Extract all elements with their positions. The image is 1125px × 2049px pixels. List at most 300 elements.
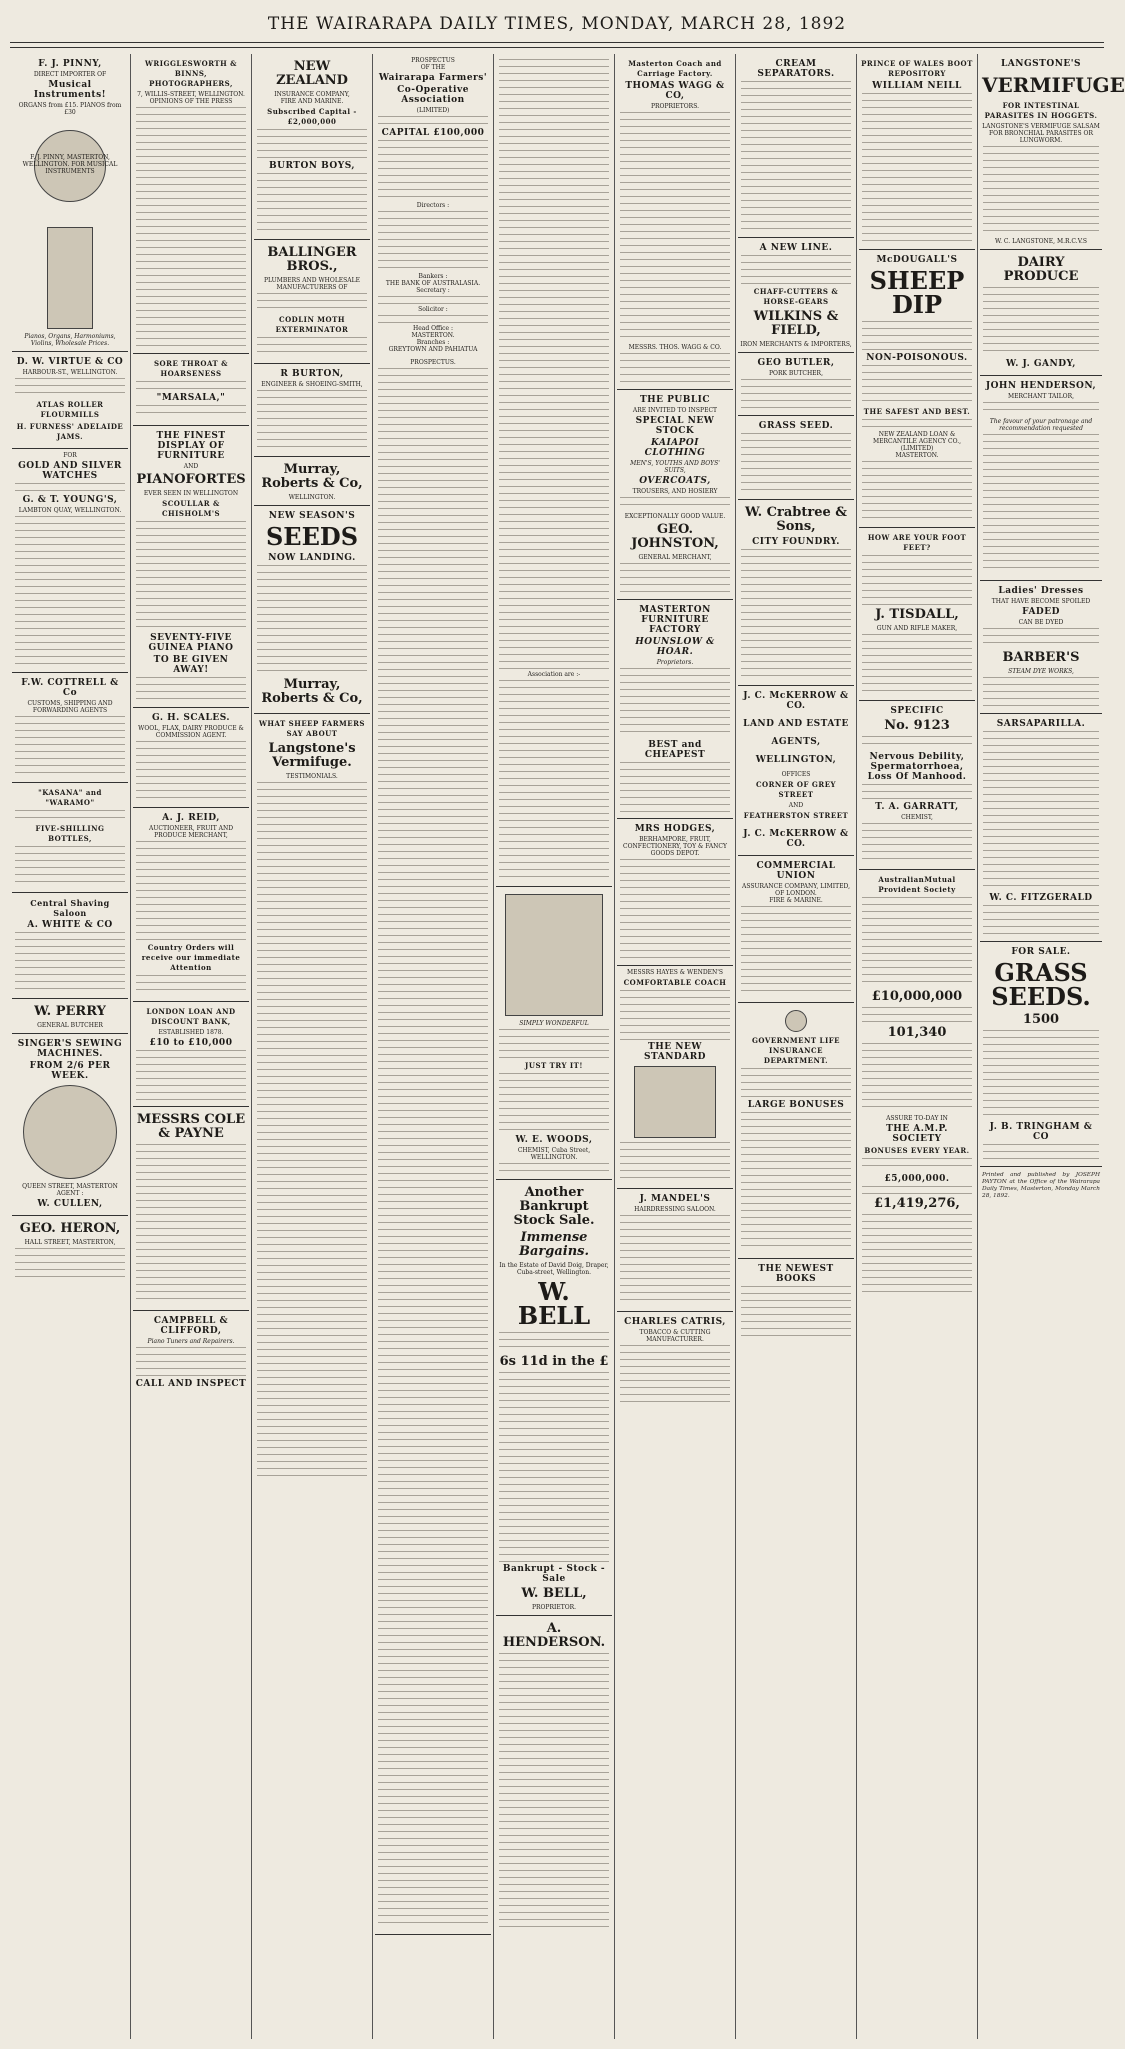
wilkins-ad — [738, 238, 854, 353]
text-block — [862, 321, 972, 351]
text-block — [620, 1142, 730, 1182]
specific-ad — [859, 701, 975, 870]
new-season: NEW SEASON'S — [268, 511, 356, 521]
wellington: WELLINGTON, — [755, 755, 837, 765]
perry-sub: GENERAL BUTCHER — [37, 1022, 103, 1029]
column-rule — [735, 54, 736, 2039]
furniture-ad — [133, 426, 249, 708]
kasana-sub: FIVE-SHILLING BOTTLES, — [35, 824, 105, 843]
text-block — [741, 379, 851, 409]
perry-ad — [12, 999, 128, 1034]
soldier-illustration — [47, 227, 93, 329]
seeds-ad — [254, 506, 370, 714]
reid-sub: AUCTIONEER, FRUIT AND PRODUCE MERCHANT, — [148, 825, 234, 839]
newest-books: THE NEWEST BOOKS — [758, 1264, 834, 1284]
butler-name: GEO BUTLER, — [757, 358, 835, 368]
special-stock: SPECIAL NEW STOCK — [635, 416, 715, 436]
column-rule — [493, 54, 494, 2039]
column-1 — [12, 54, 128, 2039]
crabtree-ad — [738, 500, 854, 686]
henderson-ad — [496, 1616, 612, 1939]
corner-grey: CORNER OF GREY STREET — [755, 780, 837, 799]
govt-title: GOVERNMENT LIFE INSURANCE DEPARTMENT. — [751, 1036, 841, 1065]
mens-suits: MEN'S, YOUTHS AND BOYS' SUITS, — [630, 460, 720, 474]
cole-name: MESSRS COLE & PAYNE — [136, 1112, 246, 1141]
sore-title: SORE THROAT & HOARSENESS — [154, 359, 228, 378]
johnston-sub: GENERAL MERCHANT, — [638, 554, 712, 561]
grass-title: GRASS SEED. — [758, 421, 834, 431]
five-million: £5,000,000. — [884, 1174, 950, 1184]
text-block — [741, 433, 851, 493]
commercial-sub: ASSURANCE COMPANY, LIMITED, OF LONDON. — [742, 883, 850, 897]
nervous-debility: Nervous Debility, Spermatorrhoea, Loss Of Manhood. — [867, 752, 967, 782]
seeds-title: SEEDS — [265, 522, 359, 551]
prospectus-continued — [496, 54, 612, 887]
text-block — [136, 381, 246, 391]
seventy-five: SEVENTY-FIVE GUINEA PIANO — [148, 633, 234, 653]
johnston-ad — [617, 390, 733, 600]
text-block — [499, 1653, 609, 1933]
text-block — [378, 315, 488, 323]
singer-ad — [12, 1034, 128, 1216]
column-5 — [496, 54, 612, 2039]
cottrell-sub: CUSTOMS, SHIPPING AND FORWARDING AGENTS — [27, 700, 113, 714]
text-block — [136, 677, 246, 701]
overcoats: OVERCOATS, — [639, 476, 711, 486]
text-block — [620, 990, 730, 1040]
ever-seen: EVER SEEN IN WELLINGTON — [143, 490, 239, 497]
text-block — [983, 1030, 1099, 1120]
text-block — [620, 1345, 730, 1405]
nz-insurance-ad — [254, 54, 370, 240]
featherston: FEATHERSTON STREET — [743, 811, 849, 820]
text-block — [136, 841, 246, 941]
nz-fire: FIRE AND MARINE. — [280, 98, 344, 105]
cream-ad — [738, 54, 854, 238]
text-block — [378, 211, 488, 271]
text-block — [15, 846, 125, 886]
sheep-dip-ad — [859, 250, 975, 528]
text-block — [983, 731, 1099, 891]
text-block — [741, 906, 851, 996]
intestinal: FOR INTESTINAL PARASITES IN HOGGETS. — [984, 101, 1098, 120]
text-block — [136, 741, 246, 801]
text-block — [378, 368, 488, 1928]
singer-price: FROM 2/6 PER WEEK. — [29, 1061, 111, 1081]
barber-ad — [980, 581, 1102, 714]
standard-machine-illustration — [634, 1066, 716, 1138]
text-block — [862, 1186, 972, 1194]
vermifuge-title: VERMIFUGE — [982, 73, 1125, 97]
pinny-ad — [12, 54, 128, 352]
gandy-name: W. J. GANDY, — [1006, 359, 1076, 369]
text-block — [741, 1286, 851, 1336]
grass-ad — [738, 416, 854, 500]
wrig-addr: 7, WILLIS-STREET, WELLINGTON. — [137, 91, 245, 98]
wilkins-name: WILKINS & FIELD, — [753, 309, 839, 338]
woods-name: W. E. WOODS, — [515, 1135, 593, 1145]
text-block — [620, 762, 730, 812]
henderson-name: JOHN HENDERSON, — [985, 381, 1097, 391]
text-block — [15, 516, 125, 666]
saloon-name: Central Shaving Saloon — [30, 898, 110, 918]
perry-name: W. PERRY — [34, 1004, 106, 1019]
column-9 — [980, 54, 1125, 2039]
cream-title: CREAM SEPARATORS. — [757, 59, 835, 79]
kasana-ad — [12, 783, 128, 893]
campbell-name: CAMPBELL & CLIFFORD, — [153, 1316, 229, 1336]
text-block — [862, 1007, 972, 1023]
text-block — [499, 1029, 609, 1059]
column-rule — [977, 54, 978, 2039]
coach-title: Masterton Coach and Carriage Factory. — [628, 59, 722, 78]
mckerrow-ad — [738, 686, 854, 856]
text-block — [257, 565, 367, 675]
and: AND — [788, 802, 804, 809]
crabtree-name: W. Crabtree & Sons, — [745, 505, 847, 534]
masthead — [10, 14, 1104, 40]
capital: CAPITAL £100,000 — [381, 128, 485, 138]
text-block — [620, 563, 730, 593]
hodges-ad — [617, 819, 733, 966]
text-block — [499, 1163, 609, 1173]
safest-best: THE SAFEST AND BEST. — [863, 407, 971, 416]
sore-throat-ad — [133, 354, 249, 426]
text-block — [741, 1068, 851, 1098]
column-rule — [856, 54, 857, 2039]
sheep-dip: SHEEP DIP — [869, 266, 965, 319]
pianofortes: PIANOFORTES — [136, 472, 246, 487]
prince-of-wales-ad — [859, 54, 975, 250]
ballinger-sub: PLUMBERS AND WHOLESALE MANUFACTURERS OF — [263, 277, 360, 291]
seed-1500: 1500 — [1022, 1012, 1060, 1027]
mckerrow-name-2: J. C. McKERROW & CO. — [743, 829, 849, 849]
bonuses-every-year: BONUSES EVERY YEAR. — [864, 1146, 970, 1155]
reid-ad — [133, 808, 249, 1002]
cottrell-name: F.W. COTTRELL & Co — [21, 678, 119, 698]
mandel-sub: HAIRDRESSING SALOON. — [634, 1206, 716, 1213]
rburton-name: R BURTON, — [280, 369, 344, 379]
country-orders: Country Orders will receive our immediate Attention — [141, 943, 241, 972]
young-name: G. & T. YOUNG'S, — [22, 495, 118, 505]
faded: FADED — [1022, 607, 1060, 617]
pinny-prices: ORGANS from £15. PIANOS from £30 — [18, 102, 122, 116]
text-block — [862, 419, 972, 429]
tisdall-name: J. TISDALL, — [875, 607, 959, 622]
ladies-dresses: Ladies' Dresses — [998, 586, 1084, 596]
text-block — [136, 1144, 246, 1304]
testimonials: TESTIMONIALS. — [286, 773, 338, 780]
amp-society: THE A.M.P. SOCIETY — [886, 1124, 948, 1144]
column-rule — [372, 54, 373, 2039]
tringham-name: J. B. TRINGHAM & CO — [989, 1122, 1093, 1142]
hounslow-name: HOUNSLOW & HOAR. — [635, 637, 715, 657]
text-block — [257, 129, 367, 159]
kaiapoi: KAIAPOI CLOTHING — [644, 438, 706, 458]
text-block — [983, 677, 1099, 707]
scales-ad — [133, 708, 249, 808]
ballinger-ad — [254, 240, 370, 364]
specific-title: SPECIFIC — [890, 706, 944, 716]
amp-figure: 101,340 — [887, 1025, 947, 1040]
crest-icon — [785, 1010, 807, 1032]
text-block — [15, 378, 125, 398]
langstone-title: Langstone's Vermifuge. — [268, 741, 356, 770]
directors-cont: Association are :- — [527, 671, 581, 678]
estate: In the Estate of David Doig, Draper, Cuba-street, Wellington. — [499, 1262, 609, 1276]
sarsaparilla-ad — [980, 714, 1102, 942]
column-rule — [130, 54, 131, 2039]
assure-today: ASSURE TO-DAY IN — [886, 1115, 948, 1122]
good-value: EXCEPTIONALLY GOOD VALUE. — [624, 513, 726, 520]
text-block — [862, 1158, 972, 1172]
text-block — [862, 1043, 972, 1113]
column-rule — [614, 54, 615, 2039]
mandel-ad — [617, 1189, 733, 1312]
offices: OFFICES — [781, 771, 811, 778]
wrig-opinions: OPINIONS OF THE PRESS — [149, 98, 233, 105]
young-addr: LAMBTON QUAY, WELLINGTON. — [18, 507, 122, 514]
coop-association: Co-Operative Association — [397, 85, 469, 105]
text-block — [983, 434, 1099, 574]
hodges-sub: BERHAMPORE, FRUIT, CONFECTIONERY, TOY & FANCY GOODS DEPOT. — [623, 836, 727, 857]
branches-loc: GREYTOWN AND PAHIATUA — [388, 346, 478, 353]
head-office: Head Office : — [412, 325, 454, 332]
white-name: A. WHITE & CO — [27, 920, 113, 930]
call-inspect: CALL AND INSPECT — [135, 1379, 247, 1389]
bell-price: 6s 11d in the £ — [499, 1354, 609, 1369]
bankers: Bankers : — [418, 273, 448, 280]
text-block — [620, 1215, 730, 1305]
head-office-loc: MASTERTON. — [411, 332, 455, 339]
column-2 — [133, 54, 249, 2039]
butler-ad — [738, 353, 854, 416]
sarsaparilla-title: SARSAPARILLA. — [996, 719, 1086, 729]
text-block — [15, 810, 125, 822]
nz-capital: Subscribed Capital -£2,000,000 — [267, 107, 357, 126]
books-ad — [738, 1259, 854, 1342]
ten-million: £10,000,000 — [871, 989, 963, 1004]
grass-seeds-ad — [980, 942, 1102, 1167]
commercial-union-ad — [738, 856, 854, 1003]
cole-ad — [133, 1107, 249, 1311]
amp-head: AustralianMutual Provident Society — [878, 875, 956, 894]
rburton-ad — [254, 364, 370, 457]
woods-sub: CHEMIST, Cuba Street, WELLINGTON. — [517, 1147, 591, 1161]
nz-loan: NEW ZEALAND LOAN & MERCANTILE AGENCY CO., (LIMITED) — [872, 431, 962, 452]
catris-name: CHARLES CATRIS, — [624, 1317, 726, 1327]
atlas-label-2: H. FURNESS' ADELAIDE JAMS. — [16, 422, 124, 441]
woods-ad — [496, 887, 612, 1180]
saloon-ad — [12, 893, 128, 999]
wrigglesworth-ad — [133, 54, 249, 354]
text-block — [620, 353, 730, 383]
watches-title: GOLD AND SILVER WATCHES — [18, 461, 122, 481]
kasana-name: "KASANA" and "WARAMO" — [38, 788, 102, 807]
hayes-ad — [617, 966, 733, 1189]
furniture-factory-ad — [617, 600, 733, 819]
bankrupt-sale: Bankrupt - Stock - Sale — [502, 1564, 606, 1584]
hounslow-sub: Proprietors. — [656, 659, 694, 666]
text-block — [257, 390, 367, 450]
johnston-name: GEO. JOHNSTON, — [631, 522, 719, 551]
text-block — [620, 497, 730, 511]
imprint — [980, 1167, 1102, 1206]
text-block — [862, 555, 972, 605]
text-block — [862, 634, 972, 694]
text-block — [499, 1332, 609, 1352]
government-life-ad — [738, 1003, 854, 1259]
printer-imprint: Printed and published by JOSEPH PAYTON at the Office of the Wairarapa Daily Times, Masterton, Monday March 28, 1892. — [982, 1172, 1100, 1199]
specific-number: No. 9123 — [884, 718, 950, 733]
singer-office: QUEEN STREET, MASTERTON — [22, 1183, 118, 1190]
column-6 — [617, 54, 733, 2039]
sheep-farmers: WHAT SHEEP FARMERS SAY ABOUT — [259, 719, 365, 738]
singer-agent: AGENT : — [56, 1190, 84, 1197]
of-the: OF THE — [420, 64, 446, 71]
land-estate: LAND AND ESTATE — [743, 719, 849, 729]
text-block — [15, 483, 125, 493]
henderson-name: A. HENDERSON. — [502, 1621, 606, 1650]
invited: ARE INVITED TO INSPECT — [632, 407, 718, 414]
column-3 — [254, 54, 370, 2039]
text-block — [983, 905, 1099, 935]
text-block — [136, 405, 246, 419]
heron-name: GEO. HERON, — [19, 1221, 121, 1236]
scoullar: SCOULLAR & CHISHOLM'S — [161, 499, 221, 518]
nz-title: NEW ZEALAND — [276, 59, 348, 88]
virtue-name: D. W. VIRTUE & CO — [16, 357, 124, 367]
masterton: MASTERTON. — [895, 452, 939, 459]
henderson-tailor-ad — [980, 376, 1102, 581]
large-bonuses: LARGE BONUSES — [747, 1100, 845, 1110]
bank-name: THE BANK OF AUSTRALASIA. — [385, 280, 481, 287]
text-block — [136, 1347, 246, 1377]
finest-display: THE FINEST DISPLAY OF FURNITURE — [156, 431, 226, 461]
murray-ad — [254, 457, 370, 506]
singer-title: SINGER'S SEWING MACHINES. — [17, 1039, 123, 1059]
text-block — [378, 140, 488, 200]
text-block — [862, 897, 972, 987]
pinny-sub: DIRECT IMPORTER OF — [33, 71, 107, 78]
watches-for: FOR — [63, 452, 77, 459]
text-block — [862, 365, 972, 405]
new-line: A NEW LINE. — [759, 243, 833, 253]
wairarapa-farmers: Wairarapa Farmers' — [378, 73, 488, 83]
directors: Directors : — [416, 202, 450, 209]
just-try: JUST TRY IT! — [525, 1061, 583, 1070]
and-1: AND — [183, 463, 199, 470]
murray-name: Murray, Roberts & Co, — [261, 462, 363, 491]
furniture-title: MASTERTON FURNITURE FACTORY — [639, 605, 711, 635]
standard: THE NEW STANDARD — [644, 1042, 706, 1062]
langstone-addr: W. C. LANGSTONE, M.R.C.V.S — [994, 238, 1088, 245]
text-block — [620, 112, 730, 342]
text-block — [257, 173, 367, 233]
branches: Branches : — [416, 339, 450, 346]
spoiled: THAT HAVE BECOME SPOILED — [991, 598, 1091, 605]
hayes-sub: COMFORTABLE COACH — [623, 978, 727, 987]
heron-ad — [12, 1216, 128, 1284]
text-block — [257, 337, 367, 357]
nz-ins: INSURANCE COMPANY, — [274, 91, 350, 98]
burton-boys: BURTON BOYS, — [268, 161, 356, 171]
tisdall-ad — [859, 528, 975, 701]
column-8 — [859, 54, 975, 2039]
funds: £1,419,276, — [874, 1196, 960, 1211]
bargains: Immense Bargains. — [518, 1230, 589, 1259]
text-block — [15, 932, 125, 992]
langstone-ad — [980, 54, 1125, 250]
murray-name-2: Murray, Roberts & Co, — [261, 677, 363, 706]
coach-factory-ad — [617, 54, 733, 390]
agents: AGENTS, — [771, 737, 821, 747]
trousers: TROUSERS, AND HOSIERY — [632, 488, 718, 495]
text-block — [257, 293, 367, 313]
favour: The favour of your patronage and recommendation requested — [989, 418, 1093, 432]
columns — [12, 54, 1125, 2039]
solicitor: Solicitor : — [418, 306, 448, 313]
hayes-name: MESSRS HAYES & WENDEN'S — [626, 969, 724, 976]
catris-sub: TOBACCO & CUTTING MANUFACTURER. — [639, 1329, 711, 1343]
barber-name: BARBER'S — [1002, 650, 1080, 665]
bell-name: W. BELL — [517, 1277, 591, 1330]
masthead-title: THE WAIRARAPA DAILY TIMES, MONDAY, MARCH 28, 1892 — [267, 14, 847, 34]
codlin: CODLIN MOTH EXTERMINATOR — [275, 315, 349, 334]
text-block — [499, 59, 609, 669]
mckerrow-name: J. C. McKERROW & CO. — [743, 691, 849, 711]
text-block — [15, 1248, 125, 1278]
pinny-foot: Pianos, Organs, Harmoniums, Violins, Wholesale Prices. — [24, 333, 116, 347]
neill-name: WILLIAM NEILL — [872, 81, 962, 91]
text-block — [257, 782, 367, 1482]
mcdougall: McDOUGALL'S — [876, 255, 958, 265]
tisdall-sub: GUN AND RIFLE MAKER, — [876, 625, 958, 632]
text-block — [136, 107, 246, 347]
text-block — [499, 1073, 609, 1133]
the-public: THE PUBLIC — [639, 395, 711, 405]
text-block — [741, 1112, 851, 1252]
dairy-title: DAIRY PRODUCE — [1003, 255, 1079, 284]
simply-wonderful: SIMPLY WONDERFUL — [519, 1020, 589, 1027]
loan-amount: £10 to £10,000 — [149, 1038, 233, 1048]
column-7 — [738, 54, 854, 2039]
column-4 — [375, 54, 491, 2039]
text-block — [136, 975, 246, 995]
atlas-label: ATLAS ROLLER FLOURMILLS — [36, 400, 104, 419]
murray-loc: WELLINGTON. — [288, 494, 336, 501]
heron-addr: HALL STREET, MASTERTON, — [24, 1239, 116, 1246]
text-block — [983, 628, 1099, 648]
text-block — [741, 549, 851, 679]
for-sale: FOR SALE. — [1011, 947, 1071, 957]
masthead-rule — [10, 42, 1104, 43]
bankrupt-ad — [496, 1180, 612, 1616]
wilkins-sub: IRON MERCHANTS & IMPORTERS, — [740, 341, 852, 348]
text-block — [378, 296, 488, 304]
campbell-ad — [133, 1311, 249, 1395]
balsam: LANGSTONE'S VERMIFUGE SALSAM FOR BRONCHIAL PARASITES OR LUNGWORM. — [982, 123, 1100, 144]
vermifuge-testimonial-ad — [254, 714, 370, 1488]
henderson-sub: MERCHANT TAILOR, — [1007, 393, 1075, 400]
text-block — [983, 287, 1099, 357]
bell-proprietor: PROPRIETOR. — [531, 1604, 577, 1611]
scales-name: G. H. SCALES. — [151, 713, 231, 723]
fire-marine: FIRE & MARINE. — [769, 897, 823, 904]
non-poisonous: NON-POISONOUS. — [866, 353, 968, 363]
text-block — [862, 784, 972, 800]
prospectus-ad — [375, 54, 491, 1935]
